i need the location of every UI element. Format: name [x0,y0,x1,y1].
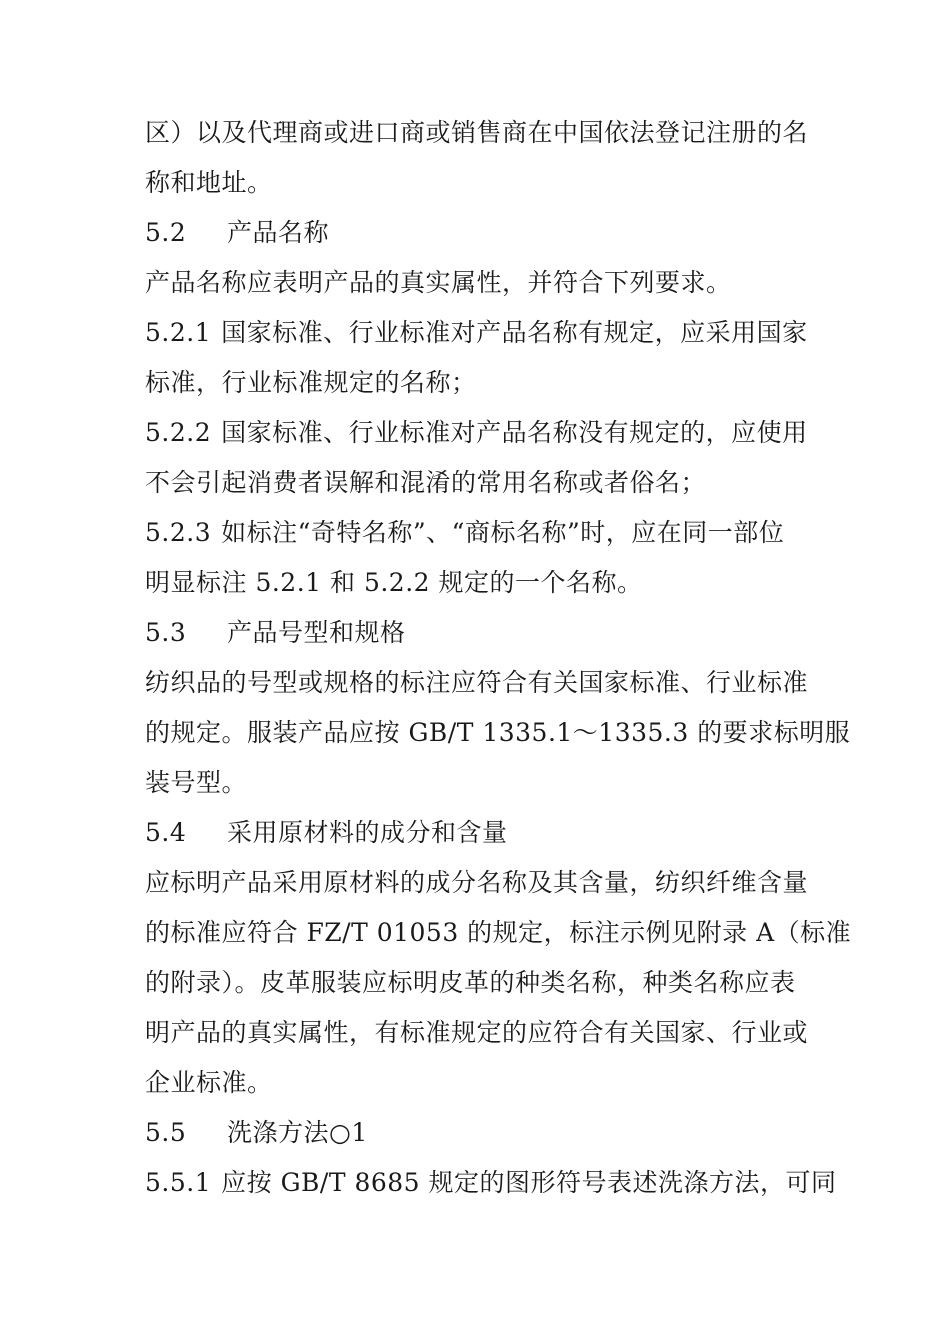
text-line [145,368,477,398]
paragraph-text: 应标明产品采用原材料的成分名称及其含量，纺织纤维含量 [145,868,809,897]
text-line [145,668,808,698]
section-title: 采用原材料的成分和含量 [227,818,508,847]
section-title: 产品号型和规格 [227,618,406,647]
clause-5-2-1 [145,318,808,348]
text-line [145,1018,808,1048]
paragraph-text: 区）以及代理商或进口商或销售商在中国依法登记注册的名 [145,118,809,147]
paragraph-text: 标准，行业标准规定的名称； [145,368,477,397]
text-line [145,268,732,298]
clause-5-2-3 [145,518,784,548]
clause-5-2-2 [145,418,808,448]
text-line [145,968,796,998]
paragraph-text: 明显标注 5.2.1 和 5.2.2 规定的一个名称。 [145,568,643,597]
clause-text: 应按 GB/T 8685 规定的图形符号表述洗涤方法，可同 [221,1168,837,1197]
clause-number: 5.5.1 [145,1168,212,1197]
section-number: 5.2 [145,218,187,247]
text-line [145,568,643,598]
clause-text: 国家标准、行业标准对产品名称有规定，应采用国家 [221,318,808,347]
paragraph-text: 装号型。 [145,768,248,797]
paragraph-text: 的规定。服装产品应按 GB/T 1335.1～1335.3 的要求标明服 [145,718,851,747]
paragraph-text: 明产品的真实属性，有标准规定的应符合有关国家、行业或 [145,1018,809,1047]
text-line [145,768,247,798]
section-heading-5-4 [145,818,508,848]
clause-text: 国家标准、行业标准对产品名称没有规定的，应使用 [221,418,808,447]
clause-number: 5.2.3 [145,518,212,547]
paragraph-text: 不会引起消费者误解和混淆的常用名称或者俗名； [145,468,707,497]
clause-text: 如标注“奇特名称”、“商标名称”时，应在同一部位 [221,518,785,547]
text-line [145,468,706,498]
text-line [145,918,851,948]
paragraph-text: 产品名称应表明产品的真实属性，并符合下列要求。 [145,268,732,297]
paragraph-text: 称和地址。 [145,168,273,197]
text-line [145,718,850,748]
clause-number: 5.2.1 [145,318,212,347]
text-line [145,1068,273,1098]
paragraph-text: 的附录）。皮革服装应标明皮革的种类名称，种类名称应表 [145,968,796,997]
paragraph-text: 企业标准。 [145,1068,273,1097]
clause-5-5-1 [145,1168,837,1198]
paragraph-text: 纺织品的号型或规格的标注应符合有关国家标准、行业标准 [145,668,809,697]
paragraph-text: 的标准应符合 FZ/T 01053 的规定，标注示例见附录 A（标准 [145,918,852,947]
section-number: 5.5 [145,1118,187,1147]
clause-number: 5.2.2 [145,418,212,447]
section-title: 产品名称 [227,218,330,247]
text-line [145,868,808,898]
section-heading-5-2 [145,218,329,248]
section-heading-5-5 [145,1118,368,1148]
section-title: 洗涤方法○1 [227,1118,368,1147]
section-heading-5-3 [145,618,406,648]
text-line [145,118,808,148]
section-number: 5.3 [145,618,187,647]
text-line [145,168,273,198]
section-number: 5.4 [145,818,187,847]
